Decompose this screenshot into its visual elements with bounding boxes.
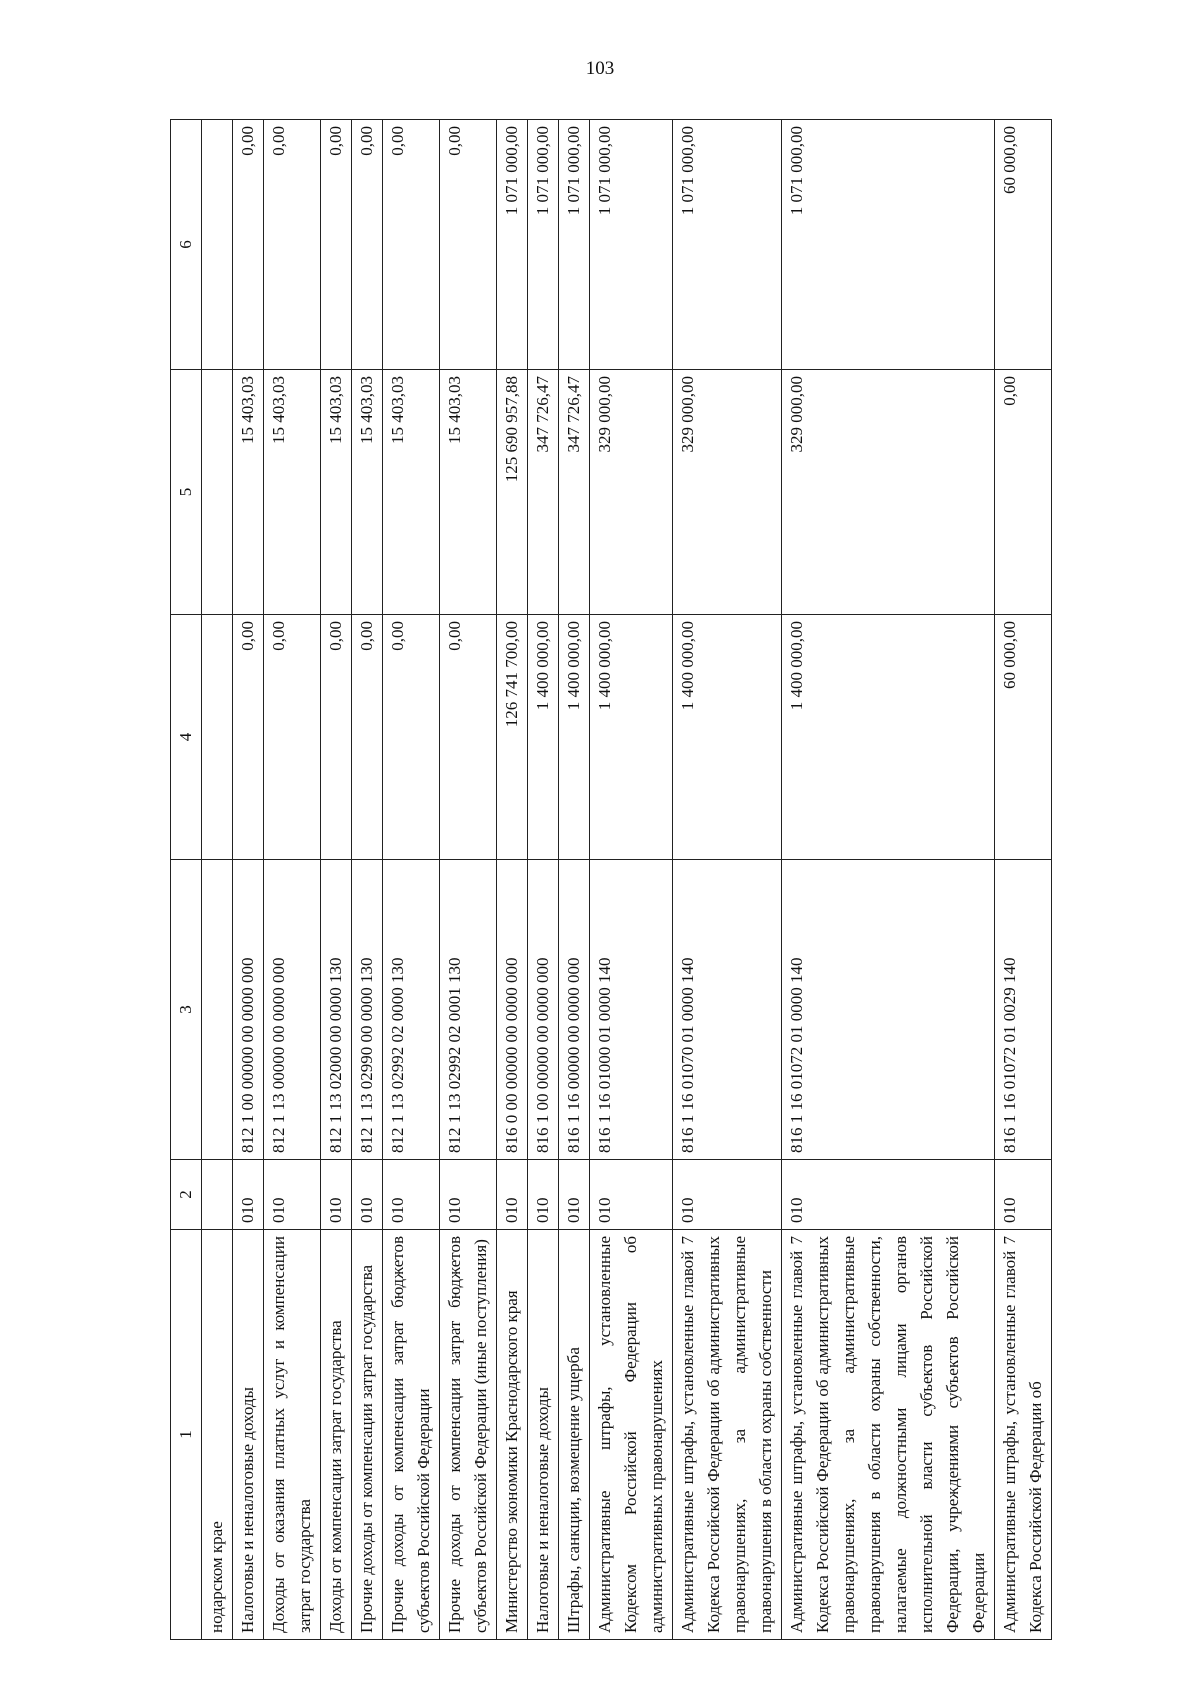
row-col4-cell: 0,00	[233, 615, 264, 860]
row-col4-cell: 126 741 700,00	[497, 615, 528, 860]
row-code-cell: 812 1 00 00000 00 0000 000	[233, 860, 264, 1160]
row-col4-cell: 0,00	[321, 615, 352, 860]
table-row	[559, 120, 590, 1640]
row-col5-cell: 329 000,00	[590, 370, 673, 615]
table-row	[528, 120, 559, 1640]
row-col6-cell: 0,00	[321, 120, 352, 370]
row-code-cell: 816 1 16 01070 01 0000 140	[673, 860, 782, 1160]
column-header: 5	[171, 370, 202, 615]
row-col5-cell: 347 726,47	[559, 370, 590, 615]
row-col6-cell: 60 000,00	[995, 120, 1052, 370]
row-name-cell: Налоговые и неналоговые доходы	[528, 1230, 559, 1640]
row-col2-cell: 010	[352, 1160, 383, 1230]
row-col2-cell: 010	[440, 1160, 497, 1230]
table-row	[440, 120, 497, 1640]
row-col2-cell: 010	[559, 1160, 590, 1230]
row-name-cell: Прочие доходы от компенсации затрат государства	[352, 1230, 383, 1640]
table-row	[497, 120, 528, 1640]
row-code-cell: 812 1 13 02992 02 0000 130	[383, 860, 440, 1160]
row-code-cell: 816 1 16 01072 01 0000 140	[782, 860, 995, 1160]
row-col5-cell: 15 403,03	[383, 370, 440, 615]
row-col5-cell: 347 726,47	[528, 370, 559, 615]
revenue-table	[170, 119, 1052, 1640]
row-col5-cell: 0,00	[995, 370, 1052, 615]
table-row	[995, 120, 1052, 1640]
rotated-table-container	[170, 120, 1070, 1640]
table-cell	[202, 615, 233, 860]
row-col5-cell: 15 403,03	[321, 370, 352, 615]
row-col5-cell: 15 403,03	[352, 370, 383, 615]
row-col6-cell: 0,00	[440, 120, 497, 370]
row-code-cell: 812 1 13 02000 00 0000 130	[321, 860, 352, 1160]
row-name-cell: Штрафы, санкции, возмещение ущерба	[559, 1230, 590, 1640]
row-col5-cell: 125 690 957,88	[497, 370, 528, 615]
row-code-cell: 812 1 13 00000 00 0000 000	[264, 860, 321, 1160]
row-col4-cell: 1 400 000,00	[559, 615, 590, 860]
table-cell	[202, 370, 233, 615]
row-name-cell: Министерство экономики Краснодарского края	[497, 1230, 528, 1640]
row-col5-cell: 329 000,00	[782, 370, 995, 615]
continuation-row	[202, 120, 233, 1640]
continuation-cell: нодарском крае	[202, 1230, 233, 1640]
row-col5-cell: 15 403,03	[440, 370, 497, 615]
table-row	[673, 120, 782, 1640]
row-col6-cell: 1 071 000,00	[782, 120, 995, 370]
table-cell	[202, 120, 233, 370]
row-col4-cell: 1 400 000,00	[528, 615, 559, 860]
table-cell	[202, 860, 233, 1160]
row-col2-cell: 010	[995, 1160, 1052, 1230]
column-header: 2	[171, 1160, 202, 1230]
table-row	[352, 120, 383, 1640]
row-col5-cell: 329 000,00	[673, 370, 782, 615]
column-header: 4	[171, 615, 202, 860]
row-col2-cell: 010	[383, 1160, 440, 1230]
row-col4-cell: 1 400 000,00	[590, 615, 673, 860]
table-row	[590, 120, 673, 1640]
row-col5-cell: 15 403,03	[264, 370, 321, 615]
row-col6-cell: 1 071 000,00	[528, 120, 559, 370]
row-col6-cell: 0,00	[264, 120, 321, 370]
row-name-cell: Налоговые и неналоговые доходы	[233, 1230, 264, 1640]
row-code-cell: 816 1 16 00000 00 0000 000	[559, 860, 590, 1160]
row-name-cell: Административные штрафы, установленные Кодексом Российской Федерации об административных правонарушениях	[590, 1230, 673, 1640]
table-row	[233, 120, 264, 1640]
table-row	[782, 120, 995, 1640]
row-col2-cell: 010	[497, 1160, 528, 1230]
row-code-cell: 812 1 13 02990 00 0000 130	[352, 860, 383, 1160]
row-col6-cell: 1 071 000,00	[497, 120, 528, 370]
row-col4-cell: 0,00	[352, 615, 383, 860]
row-code-cell: 816 1 16 01072 01 0029 140	[995, 860, 1052, 1160]
row-col6-cell: 1 071 000,00	[559, 120, 590, 370]
row-col2-cell: 010	[528, 1160, 559, 1230]
row-col4-cell: 1 400 000,00	[673, 615, 782, 860]
row-col2-cell: 010	[673, 1160, 782, 1230]
row-name-cell: Прочие доходы от компенсации затрат бюджетов субъектов Российской Федерации (иные поступления)	[440, 1230, 497, 1640]
column-header: 3	[171, 860, 202, 1160]
column-header: 6	[171, 120, 202, 370]
row-name-cell: Доходы от оказания платных услуг и компенсации затрат государства	[264, 1230, 321, 1640]
header-row	[171, 120, 202, 1640]
row-col4-cell: 0,00	[264, 615, 321, 860]
row-col5-cell: 15 403,03	[233, 370, 264, 615]
row-col2-cell: 010	[233, 1160, 264, 1230]
table-row	[321, 120, 352, 1640]
row-name-cell: Прочие доходы от компенсации затрат бюджетов субъектов Российской Федерации	[383, 1230, 440, 1640]
row-code-cell: 816 1 00 00000 00 0000 000	[528, 860, 559, 1160]
row-name-cell: Административные штрафы, установленные главой 7 Кодекса Российской Федерации об административных правонарушениях, за административные правонарушения в области охраны собственности, налагаемые должностными лицами органов исполнительной власти субъектов Российской Федерации, учреждениями субъектов Российской Федерации	[782, 1230, 995, 1640]
row-col6-cell: 0,00	[352, 120, 383, 370]
row-col6-cell: 1 071 000,00	[673, 120, 782, 370]
row-col6-cell: 0,00	[233, 120, 264, 370]
table-row	[264, 120, 321, 1640]
row-name-cell: Административные штрафы, установленные главой 7 Кодекса Российской Федерации об	[995, 1230, 1052, 1640]
row-col2-cell: 010	[321, 1160, 352, 1230]
row-col2-cell: 010	[782, 1160, 995, 1230]
row-code-cell: 816 0 00 00000 00 0000 000	[497, 860, 528, 1160]
row-col4-cell: 60 000,00	[995, 615, 1052, 860]
row-col4-cell: 0,00	[440, 615, 497, 860]
row-code-cell: 812 1 13 02992 02 0001 130	[440, 860, 497, 1160]
row-col4-cell: 0,00	[383, 615, 440, 860]
table-cell	[202, 1160, 233, 1230]
column-header: 1	[171, 1230, 202, 1640]
row-col6-cell: 1 071 000,00	[590, 120, 673, 370]
row-code-cell: 816 1 16 01000 01 0000 140	[590, 860, 673, 1160]
row-name-cell: Доходы от компенсации затрат государства	[321, 1230, 352, 1640]
row-col4-cell: 1 400 000,00	[782, 615, 995, 860]
row-col2-cell: 010	[264, 1160, 321, 1230]
row-col6-cell: 0,00	[383, 120, 440, 370]
table-row	[383, 120, 440, 1640]
row-col2-cell: 010	[590, 1160, 673, 1230]
page-number: 103	[585, 58, 615, 79]
row-name-cell: Административные штрафы, установленные главой 7 Кодекса Российской Федерации об административных правонарушениях, за административные правонарушения в области охраны собственности	[673, 1230, 782, 1640]
